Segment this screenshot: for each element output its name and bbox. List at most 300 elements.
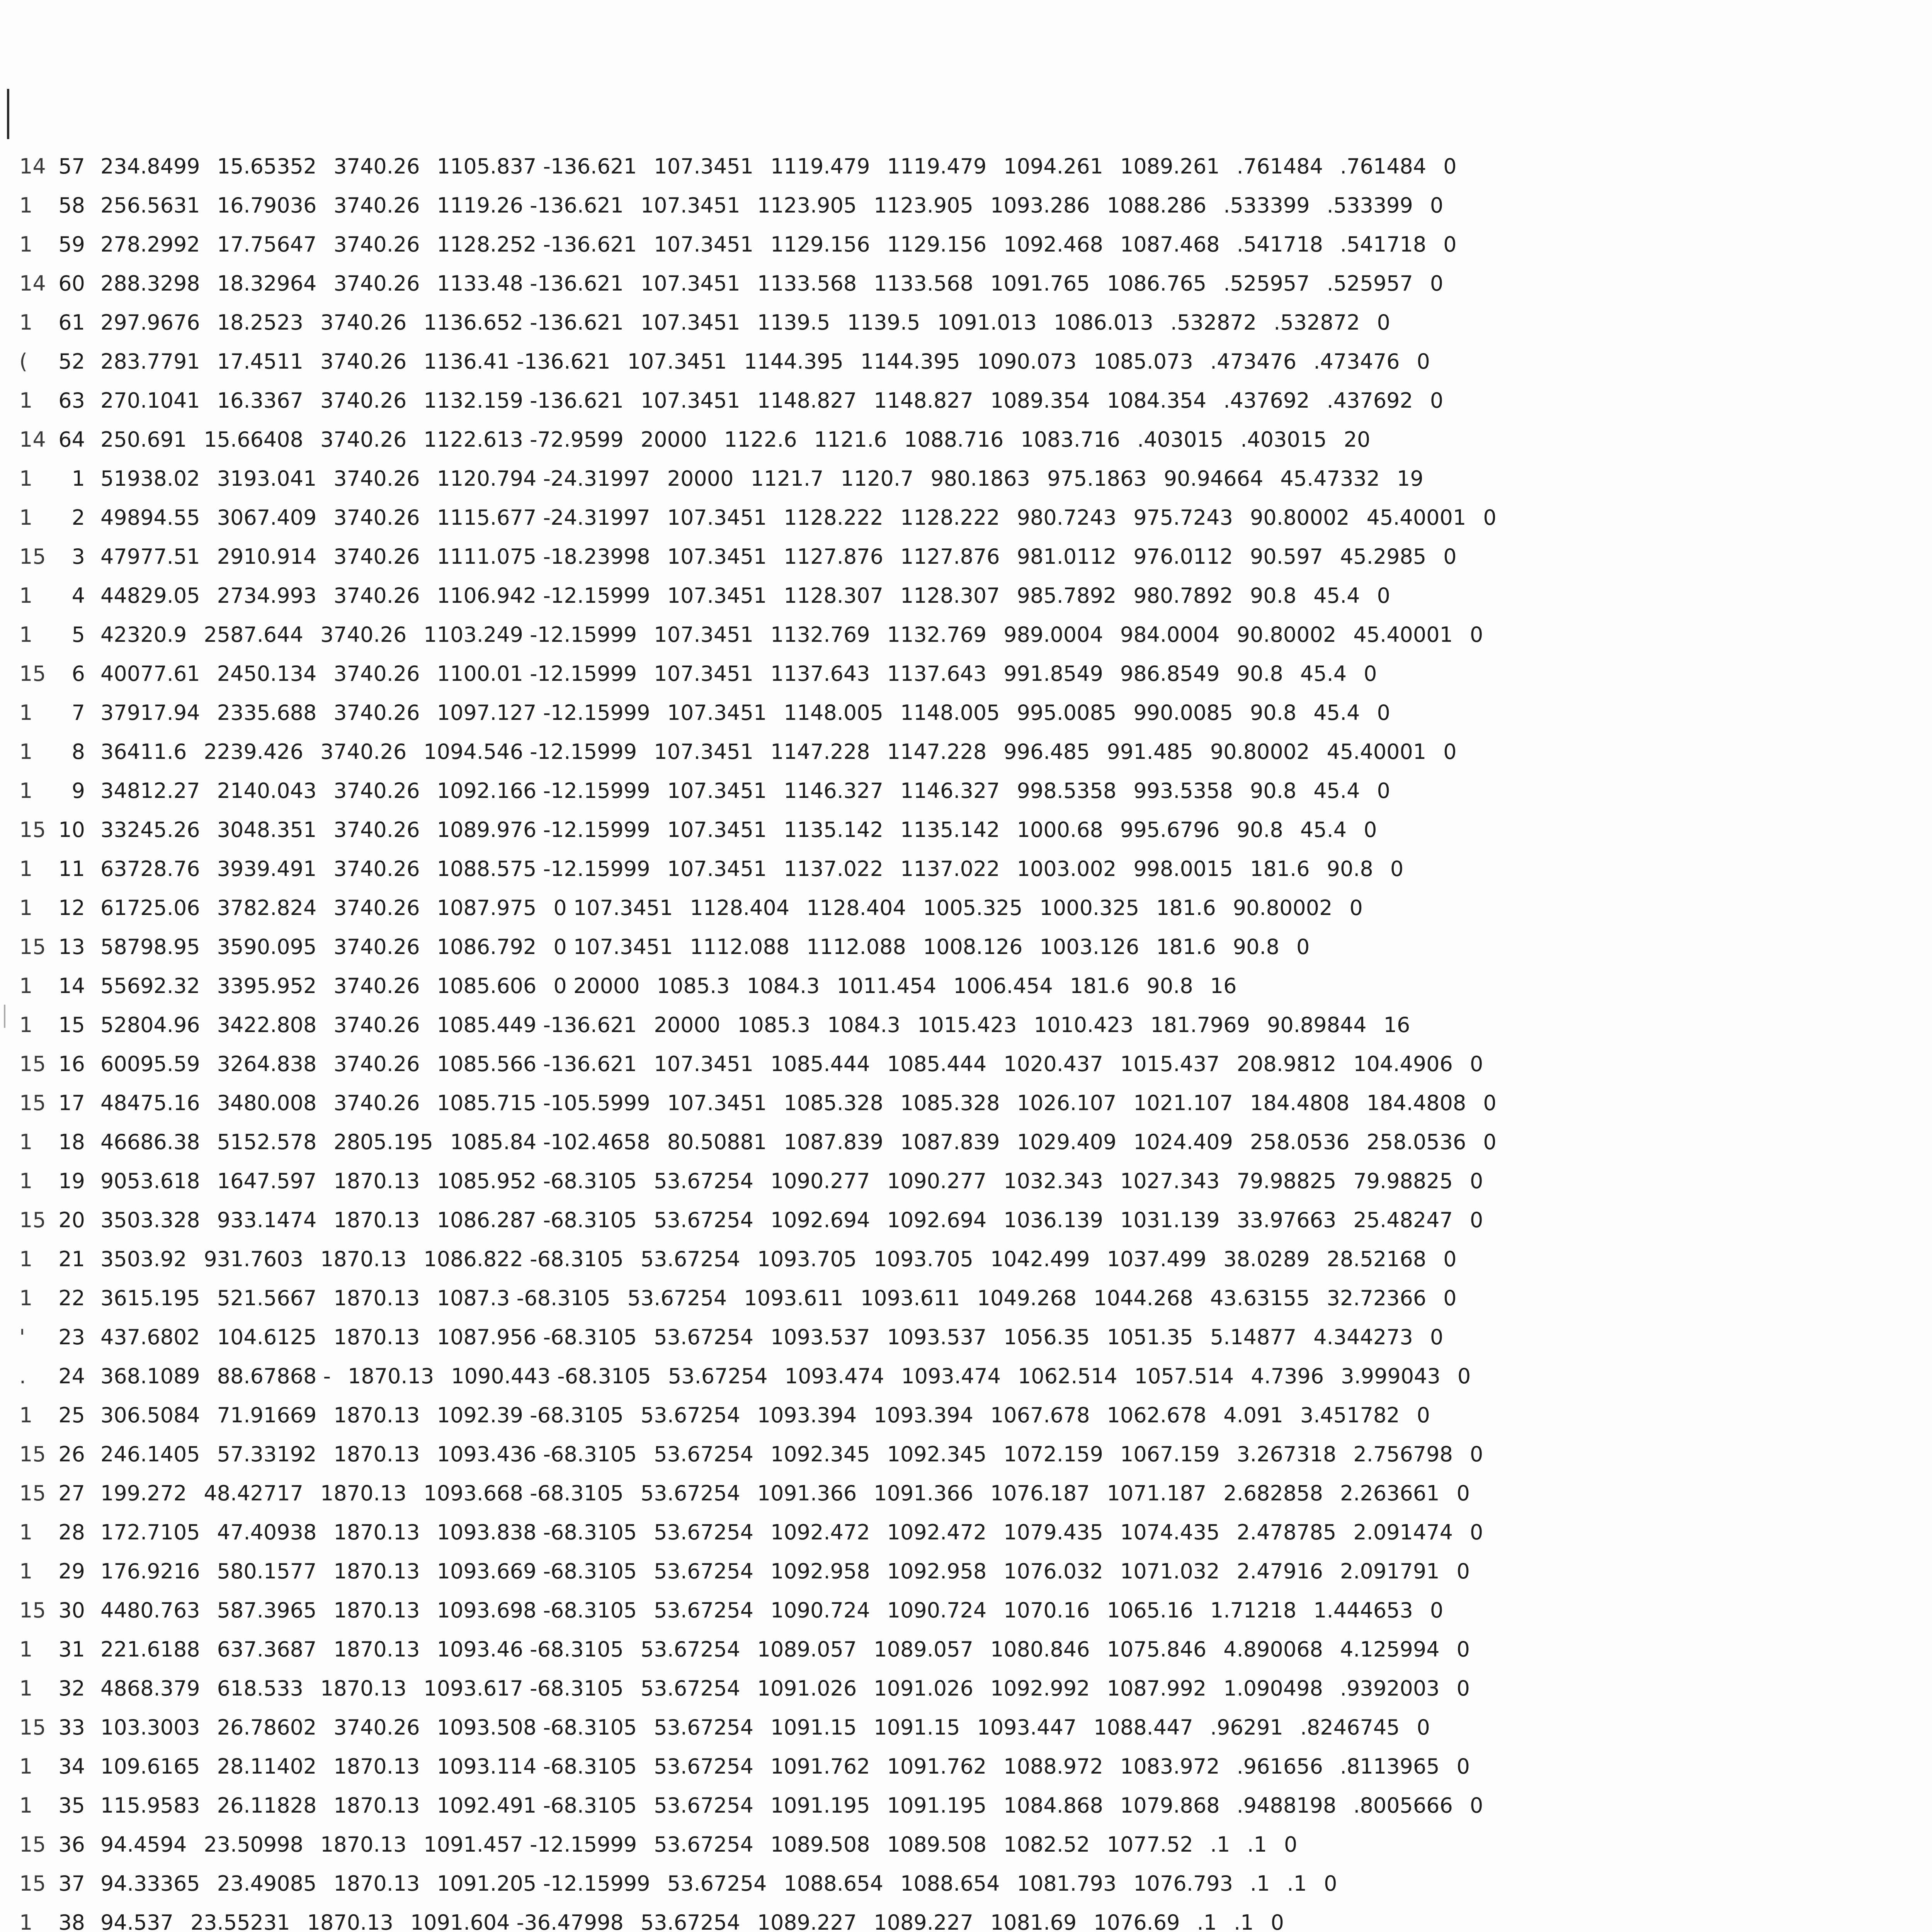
table-cell: 3740.26 <box>333 935 420 959</box>
table-cell: 2805.195 <box>333 1130 434 1154</box>
table-row <box>19 966 1932 1005</box>
table-row <box>19 264 1932 303</box>
table-cell: 1088.447 <box>1094 1715 1193 1740</box>
table-cell: 1148.005 <box>784 701 883 725</box>
table-cell: 258.0536 <box>1250 1130 1350 1154</box>
table-cell: 1084.868 <box>1003 1793 1103 1818</box>
table-cell: 986.8549 <box>1120 662 1220 686</box>
table-cell: 16 <box>58 1052 85 1076</box>
table-cell: 90.8 <box>1250 701 1297 725</box>
table-cell: 53.67254 <box>668 1364 768 1388</box>
table-cell: 107.3451 <box>654 1052 753 1076</box>
table-cell: 30 <box>58 1598 85 1622</box>
table-cell: 1083.972 <box>1120 1754 1220 1779</box>
table-cell: 0 <box>1364 818 1377 842</box>
table-cell: 1 <box>19 1754 33 1779</box>
table-cell: 1 <box>19 779 33 803</box>
table-cell: 1 <box>19 896 33 920</box>
table-cell: 19 <box>58 1169 85 1193</box>
table-cell: 53.67254 <box>654 1598 753 1622</box>
table-row <box>19 693 1932 732</box>
table-cell: 1089.508 <box>887 1832 987 1857</box>
table-cell: 1 <box>19 1793 33 1818</box>
table-cell: 1870.13 <box>333 1520 420 1544</box>
table-cell: 1133.568 <box>874 271 973 296</box>
table-cell: 1090.724 <box>887 1598 987 1622</box>
table-cell: 1105.837 -136.621 <box>437 154 637 179</box>
table-cell: 0 <box>1456 1676 1470 1701</box>
table-cell: 107.3451 <box>667 818 767 842</box>
table-cell: .9392003 <box>1340 1676 1440 1701</box>
table-cell: 1132.769 <box>887 622 987 647</box>
table-cell: 1870.13 <box>333 1598 420 1622</box>
table-cell: 3503.92 <box>100 1247 187 1271</box>
table-cell: 0 <box>1430 388 1444 413</box>
table-cell: 14 <box>19 271 46 296</box>
table-cell: 63728.76 <box>100 857 200 881</box>
table-cell: 1093.394 <box>757 1403 857 1427</box>
table-cell: 53.67254 <box>654 1442 753 1466</box>
table-cell: 45.2985 <box>1340 544 1427 569</box>
table-cell: 0 <box>1364 662 1377 686</box>
table-cell: 1031.139 <box>1120 1208 1220 1232</box>
table-cell: .761484 <box>1340 154 1427 179</box>
table-cell: 2.682858 <box>1223 1481 1323 1505</box>
table-cell: 1090.277 <box>887 1169 987 1193</box>
table-cell: 45.4 <box>1300 662 1347 686</box>
table-cell: 1080.846 <box>990 1637 1090 1662</box>
table-row <box>19 537 1932 576</box>
table-cell: 3740.26 <box>333 193 420 218</box>
table-cell: 3740.26 <box>333 154 420 179</box>
table-cell: 234.8499 <box>100 154 200 179</box>
table-cell: 250.691 <box>100 427 187 452</box>
table-cell: 1870.13 <box>333 1169 420 1193</box>
table-cell: 64 <box>58 427 85 452</box>
table-cell: 4.7396 <box>1251 1364 1324 1388</box>
table-row <box>19 1318 1932 1357</box>
table-cell: 107.3451 <box>654 662 753 686</box>
table-cell: 995.6796 <box>1120 818 1220 842</box>
table-cell: 1057.514 <box>1134 1364 1234 1388</box>
table-row <box>19 1591 1932 1630</box>
table-cell: 3067.409 <box>217 505 317 530</box>
table-cell: 1 <box>19 1520 33 1544</box>
table-cell: 1870.13 <box>320 1481 407 1505</box>
table-cell: 981.0112 <box>1017 544 1117 569</box>
table-cell: .473476 <box>1313 349 1400 374</box>
table-cell: 1089.227 <box>757 1910 857 1932</box>
table-cell: 44829.05 <box>100 583 200 608</box>
table-row <box>19 1201 1932 1240</box>
table-cell: 14 <box>19 427 46 452</box>
table-cell: 1084.3 <box>747 974 820 998</box>
table-cell: 2910.914 <box>217 544 317 569</box>
table-cell: 1049.268 <box>977 1286 1077 1310</box>
table-cell: 1106.942 -12.15999 <box>437 583 650 608</box>
table-cell: 107.3451 <box>640 193 740 218</box>
table-cell: 0 <box>1377 779 1390 803</box>
table-cell: 107.3451 <box>654 740 753 764</box>
table-cell: 1067.678 <box>990 1403 1090 1427</box>
table-cell: 3503.328 <box>100 1208 200 1232</box>
table-cell: 29 <box>58 1559 85 1583</box>
table-cell: 53.67254 <box>654 1325 753 1349</box>
table-cell: 3740.26 <box>333 662 420 686</box>
table-cell: 5 <box>71 622 85 647</box>
table-cell: 0 <box>1443 154 1457 179</box>
table-cell: 1148.005 <box>900 701 1000 725</box>
table-cell: 2.091474 <box>1353 1520 1453 1544</box>
table-cell: 3740.26 <box>333 1013 420 1037</box>
table-cell: 181.6 <box>1250 857 1310 881</box>
table-cell: .8005666 <box>1353 1793 1453 1818</box>
table-cell: 45.40001 <box>1366 505 1466 530</box>
table-row <box>19 1513 1932 1552</box>
table-cell: 985.7892 <box>1017 583 1117 608</box>
margin-mark <box>4 1005 5 1028</box>
table-cell: 90.89844 <box>1267 1013 1367 1037</box>
table-cell: 107.3451 <box>667 857 767 881</box>
table-cell: 2.756798 <box>1353 1442 1453 1466</box>
table-cell: 13 <box>58 935 85 959</box>
table-cell: 1088.654 <box>900 1871 1000 1896</box>
table-cell: 297.9676 <box>100 310 200 335</box>
table-cell: 1 <box>19 1676 33 1701</box>
table-cell: 1000.325 <box>1039 896 1139 920</box>
table-cell: 1085.449 -136.621 <box>437 1013 637 1037</box>
table-cell: 0 <box>1456 1637 1470 1662</box>
table-cell: 38 <box>58 1910 85 1932</box>
table-cell: 1020.437 <box>1003 1052 1103 1076</box>
table-cell: 25 <box>58 1403 85 1427</box>
table-cell: 37 <box>58 1871 85 1896</box>
table-cell: 15 <box>19 1871 46 1896</box>
table-cell: 51938.02 <box>100 466 200 491</box>
table-cell: 984.0004 <box>1120 622 1220 647</box>
table-cell: 0 <box>1430 271 1444 296</box>
table-cell: 53.67254 <box>654 1169 753 1193</box>
table-cell: 1144.395 <box>744 349 844 374</box>
table-cell: 1132.769 <box>770 622 870 647</box>
table-cell: 53.67254 <box>654 1208 753 1232</box>
table-cell: 1091.195 <box>887 1793 987 1818</box>
table-cell: 1091.765 <box>990 271 1090 296</box>
table-cell: 1081.69 <box>990 1910 1077 1932</box>
table-cell: 0 <box>1296 935 1310 959</box>
table-cell: . <box>19 1364 26 1388</box>
table-row <box>19 1630 1932 1669</box>
table-cell: 1121.7 <box>750 466 824 491</box>
table-cell: 45.4 <box>1313 779 1360 803</box>
table-cell: 1088.716 <box>904 427 1004 452</box>
table-cell: 521.5667 <box>217 1286 317 1310</box>
table-cell: 58798.95 <box>100 935 200 959</box>
table-cell: 0 <box>1430 1325 1444 1349</box>
table-cell: 1093.611 <box>860 1286 960 1310</box>
table-cell: 181.6 <box>1156 896 1216 920</box>
table-cell: 1091.457 -12.15999 <box>423 1832 637 1857</box>
table-cell: 1085.3 <box>737 1013 811 1037</box>
table-cell: 1086.013 <box>1054 310 1153 335</box>
table-cell: 1870.13 <box>320 1247 407 1271</box>
table-cell: 15 <box>19 662 46 686</box>
table-cell: 9053.618 <box>100 1169 200 1193</box>
table-cell: 1091.205 -12.15999 <box>437 1871 650 1896</box>
table-row <box>19 498 1932 537</box>
table-cell: 33.97663 <box>1236 1208 1337 1232</box>
table-cell: 1133.568 <box>757 271 857 296</box>
table-cell: 1119.479 <box>770 154 870 179</box>
table-cell: 0 <box>1443 1247 1457 1271</box>
table-cell: 1085.84 -102.4658 <box>450 1130 650 1154</box>
table-row <box>19 1825 1932 1864</box>
table-cell: 980.7892 <box>1133 583 1233 608</box>
table-cell: 1085.715 -105.5999 <box>437 1091 650 1115</box>
table-cell: 21 <box>58 1247 85 1271</box>
table-cell: 221.6188 <box>100 1637 200 1662</box>
table-cell: .437692 <box>1223 388 1310 413</box>
table-cell: 5152.578 <box>217 1130 317 1154</box>
table-cell: 90.8 <box>1236 818 1283 842</box>
table-cell: 3.451782 <box>1300 1403 1400 1427</box>
table-cell: 1088.972 <box>1003 1754 1103 1779</box>
table-cell: 0 <box>1324 1871 1337 1896</box>
table-cell: 3480.008 <box>217 1091 317 1115</box>
table-row <box>19 732 1932 771</box>
table-cell: 1094.546 -12.15999 <box>423 740 637 764</box>
table-cell: 1084.3 <box>827 1013 900 1037</box>
table-cell: 1081.793 <box>1017 1871 1117 1896</box>
table-cell: 1093.537 <box>887 1325 987 1349</box>
table-cell: 90.8 <box>1327 857 1373 881</box>
table-cell: 1093.286 <box>990 193 1090 218</box>
table-cell: .532872 <box>1170 310 1257 335</box>
table-cell: 1093.114 -68.3105 <box>437 1754 637 1779</box>
table-cell: 1123.905 <box>874 193 973 218</box>
table-cell: 42320.9 <box>100 622 187 647</box>
table-cell: 1091.15 <box>874 1715 960 1740</box>
table-cell: 9 <box>71 779 85 803</box>
table-cell: .1 <box>1197 1910 1217 1932</box>
table-cell: 11 <box>58 857 85 881</box>
table-cell: 1085.3 <box>656 974 730 998</box>
table-cell: 0 <box>1349 896 1363 920</box>
table-cell: 1127.876 <box>784 544 883 569</box>
table-cell: .8246745 <box>1300 1715 1400 1740</box>
table-row <box>19 927 1932 966</box>
table-cell: 996.485 <box>1003 740 1090 764</box>
table-cell: 3740.26 <box>333 896 420 920</box>
table-cell: 35 <box>58 1793 85 1818</box>
table-row <box>19 420 1932 459</box>
table-cell: 1029.409 <box>1017 1130 1117 1154</box>
table-cell: 1093.668 -68.3105 <box>423 1481 624 1505</box>
table-cell: 1092.491 -68.3105 <box>437 1793 637 1818</box>
table-cell: 1087.839 <box>784 1130 883 1154</box>
table-cell: 1089.976 -12.15999 <box>437 818 650 842</box>
table-cell: .403015 <box>1137 427 1224 452</box>
table-cell: 1076.187 <box>990 1481 1090 1505</box>
table-cell: 107.3451 <box>667 1091 767 1115</box>
table-cell: 1087.839 <box>900 1130 1000 1154</box>
table-cell: 3422.808 <box>217 1013 317 1037</box>
table-cell: 1129.156 <box>770 232 870 257</box>
table-cell: 53.67254 <box>654 1832 753 1857</box>
table-row <box>19 147 1932 186</box>
table-cell: 3048.351 <box>217 818 317 842</box>
table-cell: 0 <box>1443 740 1457 764</box>
table-cell: 1076.69 <box>1094 1910 1180 1932</box>
table-cell: 1136.652 -136.621 <box>423 310 624 335</box>
table-cell: 45.40001 <box>1327 740 1427 764</box>
table-cell: 1092.472 <box>887 1520 987 1544</box>
table-cell: 1 <box>19 583 33 608</box>
table-cell: ( <box>19 349 28 374</box>
table-cell: 1133.48 -136.621 <box>437 271 624 296</box>
table-cell: 1092.345 <box>770 1442 870 1466</box>
table-cell: 0 <box>1483 1091 1497 1115</box>
table-cell: 0 <box>1377 701 1390 725</box>
table-cell: 20000 <box>654 1013 721 1037</box>
table-cell: 1003.126 <box>1039 935 1139 959</box>
table-cell: 20000 <box>667 466 734 491</box>
table-cell: 1024.409 <box>1133 1130 1233 1154</box>
table-cell: 33245.26 <box>100 818 200 842</box>
table-cell: 53.67254 <box>640 1637 740 1662</box>
table-cell: 20000 <box>640 427 707 452</box>
table-cell: 1 <box>19 1910 33 1932</box>
table-cell: 0 <box>1469 1793 1483 1818</box>
table-cell: 587.3965 <box>217 1598 317 1622</box>
table-row <box>19 1747 1932 1786</box>
table-cell: 90.597 <box>1250 544 1323 569</box>
table-cell: 107.3451 <box>667 505 767 530</box>
table-cell: 1091.762 <box>770 1754 870 1779</box>
table-cell: 26.11828 <box>217 1793 317 1818</box>
table-cell: 1090.073 <box>977 349 1077 374</box>
table-cell: .541718 <box>1236 232 1323 257</box>
table-cell: 34812.27 <box>100 779 200 803</box>
table-cell: 1089.354 <box>990 388 1090 413</box>
table-cell: 1148.827 <box>757 388 857 413</box>
table-cell: 3740.26 <box>333 544 420 569</box>
table-cell: 15 <box>19 1091 46 1115</box>
table-cell: 278.2992 <box>100 232 200 257</box>
table-cell: 79.98825 <box>1236 1169 1337 1193</box>
data-table <box>19 147 1932 1932</box>
table-cell: 53.67254 <box>654 1520 753 1544</box>
table-cell: .1 <box>1287 1871 1307 1896</box>
table-cell: 975.1863 <box>1047 466 1147 491</box>
table-cell: 90.8 <box>1146 974 1193 998</box>
table-cell: 90.80002 <box>1233 896 1333 920</box>
table-cell: 2335.688 <box>217 701 317 725</box>
table-cell: 4.125994 <box>1340 1637 1440 1662</box>
table-cell: 103.3003 <box>100 1715 200 1740</box>
table-cell: 1082.52 <box>1003 1832 1090 1857</box>
table-cell: 90.8 <box>1250 583 1297 608</box>
table-cell: 1 <box>19 466 33 491</box>
table-cell: 980.1863 <box>930 466 1031 491</box>
table-cell: 90.94664 <box>1163 466 1264 491</box>
table-cell: 90.8 <box>1236 662 1283 686</box>
table-cell: 28.52168 <box>1327 1247 1427 1271</box>
table-cell: 1092.958 <box>887 1559 987 1583</box>
table-cell: .1 <box>1210 1832 1230 1857</box>
table-cell: 1135.142 <box>900 818 1000 842</box>
margin-mark <box>7 89 9 139</box>
table-cell: 1137.022 <box>784 857 883 881</box>
table-cell: 60 <box>58 271 85 296</box>
table-cell: 1092.958 <box>770 1559 870 1583</box>
table-cell: 1088.575 -12.15999 <box>437 857 650 881</box>
table-cell: 184.4808 <box>1366 1091 1466 1115</box>
table-cell: 0 <box>1443 544 1457 569</box>
table-cell: 15 <box>19 1052 46 1076</box>
table-cell: 1870.13 <box>333 1637 420 1662</box>
table-cell: 4.890068 <box>1223 1637 1323 1662</box>
table-cell: 1071.032 <box>1120 1559 1220 1583</box>
table-cell: 45.47332 <box>1280 466 1380 491</box>
table-cell: 1091.366 <box>757 1481 857 1505</box>
table-cell: 107.3451 <box>640 271 740 296</box>
table-cell: 0 <box>1469 622 1483 647</box>
table-cell: 1123.905 <box>757 193 857 218</box>
table-cell: 256.5631 <box>100 193 200 218</box>
table-row <box>19 1474 1932 1513</box>
table-cell: 15 <box>19 1832 46 1857</box>
table-cell: .1 <box>1247 1832 1267 1857</box>
table-cell: 1093.698 -68.3105 <box>437 1598 637 1622</box>
table-cell: 288.3298 <box>100 271 200 296</box>
table-cell: 1 <box>19 740 33 764</box>
table-cell: 1128.404 <box>690 896 790 920</box>
table-cell: 1026.107 <box>1017 1091 1117 1115</box>
table-row <box>19 1903 1932 1932</box>
table-cell: 1 <box>19 505 33 530</box>
table-cell: 1037.499 <box>1107 1247 1207 1271</box>
table-cell: 1086.792 <box>437 935 537 959</box>
table-cell: 94.537 <box>100 1910 173 1932</box>
table-cell: 1093.474 <box>901 1364 1001 1388</box>
table-cell: 115.9583 <box>100 1793 200 1818</box>
table-cell: 1 <box>19 701 33 725</box>
table-cell: 1137.643 <box>887 662 987 686</box>
table-cell: 1091.762 <box>887 1754 987 1779</box>
table-row <box>19 1122 1932 1162</box>
table-cell: 19 <box>1397 466 1423 491</box>
table-cell: 1089.057 <box>874 1637 973 1662</box>
table-cell: 49894.55 <box>100 505 200 530</box>
table-cell: 1093.394 <box>874 1403 973 1427</box>
table-cell: 57 <box>58 154 85 179</box>
table-row <box>19 186 1932 225</box>
table-cell: 1870.13 <box>333 1754 420 1779</box>
table-cell: 1 <box>19 1130 33 1154</box>
table-cell: 1071.187 <box>1107 1481 1207 1505</box>
table-cell: 1089.057 <box>757 1637 857 1662</box>
table-row <box>19 1279 1932 1318</box>
table-cell: 580.1577 <box>217 1559 317 1583</box>
table-cell: 3782.824 <box>217 896 317 920</box>
table-cell: 1 <box>19 974 33 998</box>
table-cell: 4868.379 <box>100 1676 200 1701</box>
table-cell: 437.6802 <box>100 1325 200 1349</box>
table-cell: 1092.694 <box>887 1208 987 1232</box>
table-cell: 3740.26 <box>333 701 420 725</box>
table-cell: 0 <box>1430 1598 1444 1622</box>
